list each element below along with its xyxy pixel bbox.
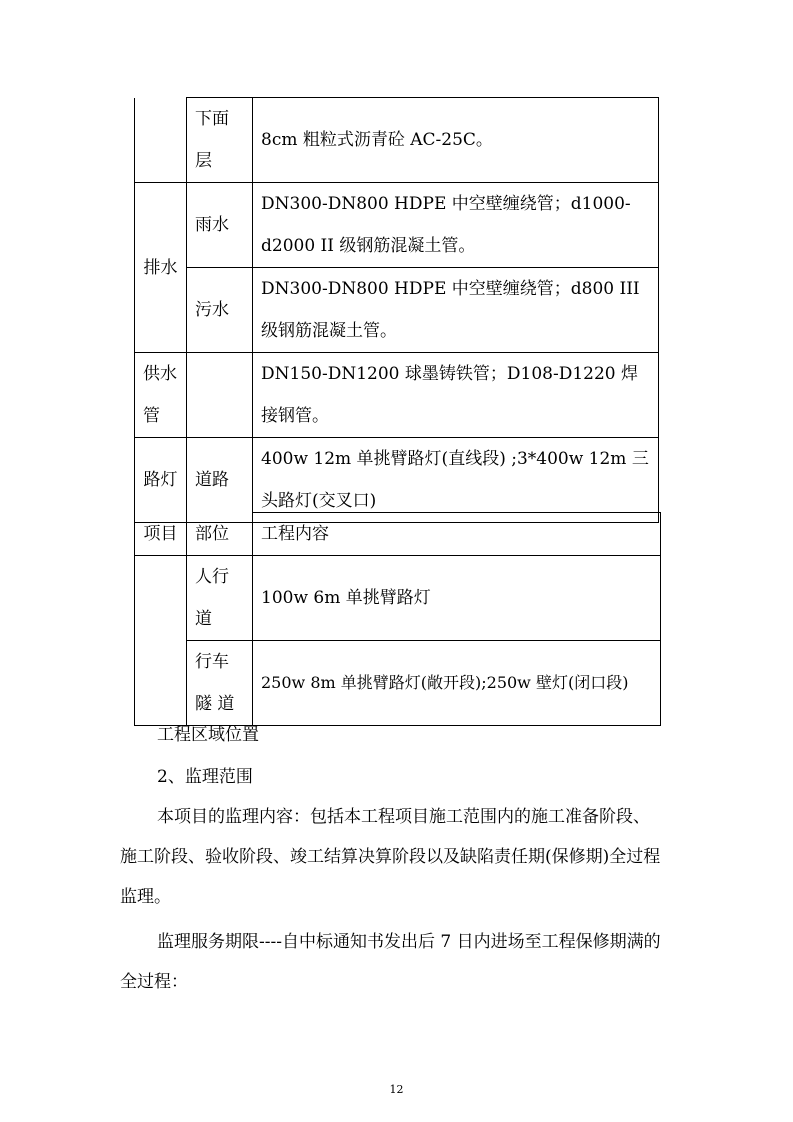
table-cell-part: 雨水: [187, 183, 253, 268]
column-header-part: 部位: [187, 513, 253, 556]
table-cell-part: 道路: [187, 438, 253, 523]
column-header-content: 工程内容: [253, 513, 661, 556]
table-cell-item: [135, 556, 187, 726]
table-row: [135, 98, 659, 183]
table-cell-part: 行车隧 道: [187, 641, 253, 726]
table-cell-item: 路灯: [135, 438, 187, 523]
table-header-row: [135, 513, 661, 556]
table-cell-part: 下面层: [187, 98, 253, 183]
materials-table-continued: [134, 97, 659, 523]
table-row: [135, 183, 659, 268]
table-cell-part: [187, 353, 253, 438]
table-cell-item: 排水: [135, 183, 187, 353]
table-cell-part: 污水: [187, 268, 253, 353]
table-cell-part: 人行道: [187, 556, 253, 641]
table-cell-content: DN300-DN800 HDPE 中空壁缠绕管；d800 III 级钢筋混凝土管。: [253, 268, 659, 353]
table-row: [135, 641, 661, 726]
table-row: [135, 353, 659, 438]
table-cell-content: DN150-DN1200 球墨铸铁管；D108-D1220 焊接钢管。: [253, 353, 659, 438]
column-header-item: 项目: [135, 513, 187, 556]
table-row: [135, 268, 659, 353]
table-cell-content: 400w 12m 单挑臂路灯(直线段) ;3*400w 12m 三头路灯(交叉口): [253, 438, 659, 523]
lighting-table: [134, 512, 661, 726]
table-row: [135, 438, 659, 523]
paragraph-service-period: 监理服务期限----自中标通知书发出后 7 日内进场至工程保修期满的全过程：: [120, 932, 661, 992]
table-cell-item: 供水管: [135, 353, 187, 438]
caption: 工程区域位置: [157, 725, 259, 745]
paragraph-scope: 本项目的监理内容：包括本工程项目施工范围内的施工准备阶段、施工阶段、验收阶段、竣工结算决算阶段以及缺陷责任期(保修期)全过程监理。: [120, 807, 661, 907]
table-cell-content: 100w 6m 单挑臂路灯: [253, 556, 661, 641]
table-cell-content: 250w 8m 单挑臂路灯(敞开段);250w 壁灯(闭口段): [253, 641, 661, 726]
table-row: [135, 556, 661, 641]
table-cell-content: 8cm 粗粒式沥青砼 AC-25C。: [253, 98, 659, 183]
table-cell-content: DN300-DN800 HDPE 中空壁缠绕管；d1000-d2000 II 级钢筋混凝土管。: [253, 183, 659, 268]
page-number: 12: [389, 1083, 404, 1096]
table-cell-item: [135, 98, 187, 183]
section-heading: 2、监理范围: [157, 767, 253, 787]
